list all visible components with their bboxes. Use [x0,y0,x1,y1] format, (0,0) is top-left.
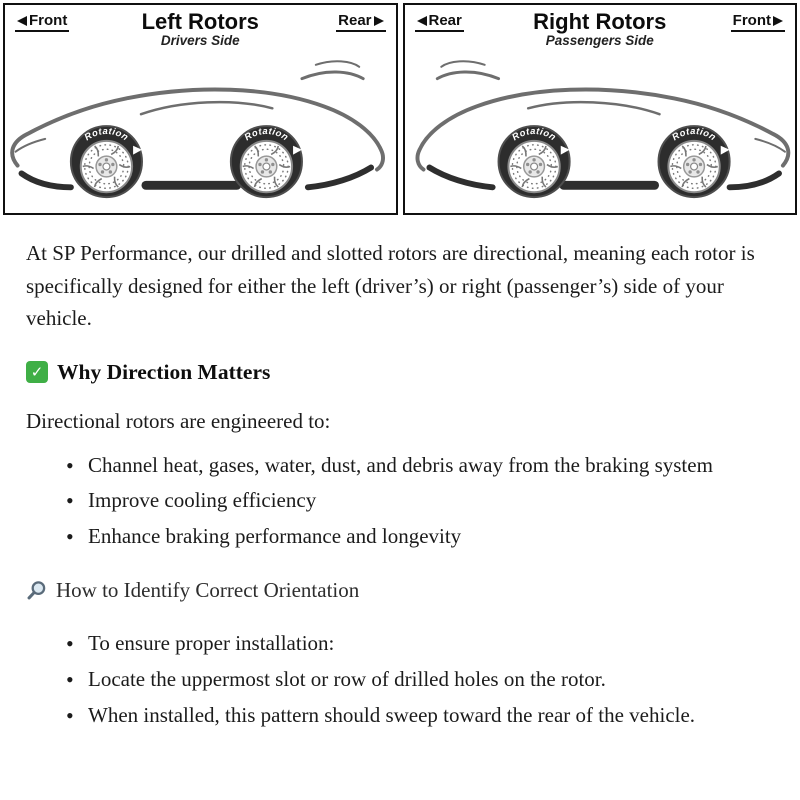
list-item: • When installed, this pattern should sweep toward the rear of the vehicle. [66,699,774,733]
arrow-right-icon [374,16,384,26]
direction-text: Front [732,12,771,29]
check-icon: ✓ [26,361,48,383]
benefits-list [66,449,774,554]
arrow-left-icon [17,16,27,26]
rear-rotor [231,126,302,197]
list-item: • To ensure proper installation: [66,627,774,661]
rear-direction-label [415,12,464,32]
heading-text: Why Direction Matters [57,359,271,384]
rotor-direction-diagram [0,0,800,215]
panel-subtitle: Drivers Side [160,33,240,49]
list-item: • Enhance braking performance and longevity [66,520,774,554]
identify-orientation-heading [26,578,774,603]
car-body [417,61,788,187]
panel-title: Right Rotors [533,9,667,34]
orientation-steps-list [66,627,774,732]
direction-text: Rear [428,12,462,29]
arrow-left-icon [417,16,427,26]
direction-text: Front [29,12,68,29]
panel-title: Left Rotors [141,9,259,34]
rear-direction-label [336,12,385,32]
front-direction-label [15,12,69,32]
article-body [0,215,800,732]
rear-rotor [498,126,569,197]
right-rotors-panel [403,3,798,215]
direction-text: Rear [338,12,372,29]
why-direction-matters-heading [26,360,774,385]
panel-subtitle: Passengers Side [545,33,654,49]
car-body [12,61,383,187]
front-direction-label [731,12,785,32]
engineered-lead-text: Directional rotors are engineered to: [26,408,331,433]
list-item: • Improve cooling efficiency [66,484,774,518]
intro-paragraph: At SP Performance, our drilled and slotted rotors are directional, meaning each rotor is specifically designed for either the left (driver’s) or right (passenger’s) side of your vehicle. [26,241,755,331]
list-item: • Locate the uppermost slot or row of drilled holes on the rotor. [66,663,774,697]
heading-text: How to Identify Correct Orientation [56,578,360,603]
right-car-illustration [405,51,796,209]
front-rotor [71,126,142,197]
arrow-right-icon [773,16,783,26]
front-rotor [658,126,729,197]
list-item: • Channel heat, gases, water, dust, and debris away from the braking system [66,449,774,483]
magnifier-icon [26,580,47,601]
left-rotors-panel [3,3,398,215]
left-car-illustration [5,51,396,209]
